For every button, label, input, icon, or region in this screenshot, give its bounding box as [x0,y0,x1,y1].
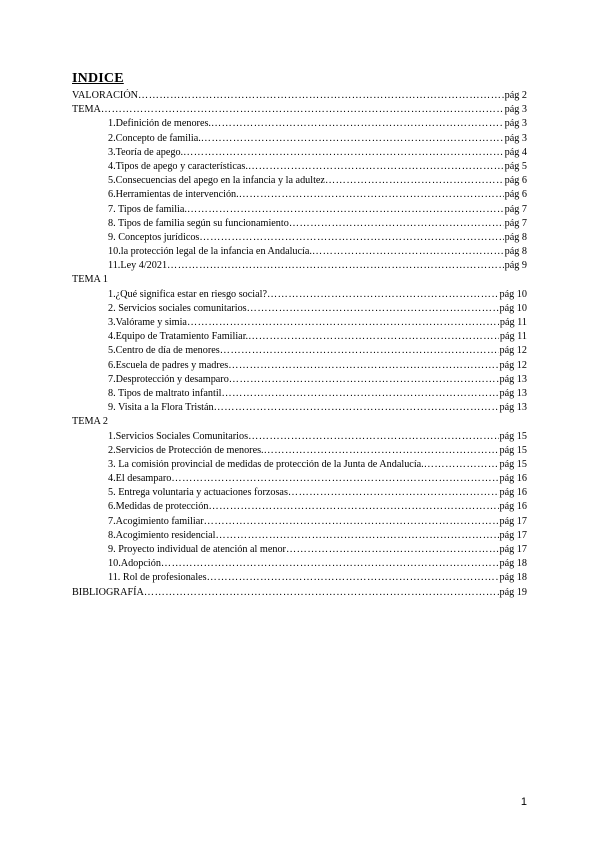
toc-entry-label: BIBLIOGRAFÍA [72,586,144,598]
toc-entry-label: 9. Visita a la Flora Tristán [108,402,214,414]
toc-entry-label: 5.Consecuencias del apego en la infancia y la adultez [108,175,325,187]
toc-entry-page: pág 12 [499,345,527,357]
toc-entry-label: 5.Centro de día de menores [108,345,220,357]
toc-leader-dots [204,515,499,529]
toc-entry-label: 11.Ley 4/2021 [108,260,168,272]
toc-section-entry [72,415,527,429]
toc-entry [72,373,527,387]
toc-entry-label: 1.Servicios Sociales Comunitarios [108,430,249,442]
toc-entry [72,288,527,302]
toc-entry-label: 4.El desamparo [108,473,172,485]
page-number: 1 [520,796,527,808]
toc-entry-page: pág 9 [504,260,527,272]
toc-entry-label: TEMA [72,104,101,116]
toc-entry-label: 6.Herramientas de intervención. [108,189,239,201]
toc-leader-dots [312,245,504,259]
toc-entry-label: 7. Tipos de familia. [108,203,187,215]
toc-section-entry [72,586,527,600]
toc-entry [72,330,527,344]
toc-leader-dots [229,373,499,387]
toc-entry [72,245,527,259]
toc-entry-page: pág 16 [499,473,527,485]
toc-entry-label: 4.Tipos de apego y características. [108,160,248,172]
toc-entry-page: pág 7 [504,203,527,215]
toc-leader-dots [208,500,498,514]
toc-entry-page: pág 19 [499,586,527,598]
toc-leader-dots [187,203,504,217]
toc-entry [72,146,527,160]
page-title: INDICE [72,71,124,86]
toc-entry-page: pág 4 [504,146,527,158]
toc-entry [72,160,527,174]
toc-entry-label: TEMA 1 [72,274,108,286]
toc-entry-page: pág 8 [504,231,527,243]
toc-entry-page: pág 6 [504,189,527,201]
toc-leader-dots [264,444,499,458]
toc-entry-page: pág 12 [499,359,527,371]
toc-entry [72,486,527,500]
toc-leader-dots [325,174,504,188]
toc-entry-label: 3.Valórame y simia [108,317,187,328]
toc-entry [72,387,527,401]
toc-entry [72,557,527,571]
toc-leader-dots [216,529,499,543]
toc-entry-label: VALORACIÓN [72,90,139,101]
toc-entry [72,359,527,373]
toc-entry-page: pág 11 [499,317,527,328]
toc-entry [72,259,527,273]
toc-entry-label: 2.Servicios de Protección de menores. [108,444,264,456]
toc-entry-label: 10.Adopción [108,558,161,570]
toc-entry-label: 8.Acogimiento residencial [108,529,216,541]
toc-leader-dots [220,344,499,358]
toc-leader-dots [144,586,499,600]
toc-entry-label: 1.Definición de menores. [108,118,211,130]
toc-section-entry [72,89,527,103]
toc-entry [72,571,527,585]
toc-entry-page: pág 3 [504,118,527,130]
toc-entry-page: pág 15 [499,444,527,456]
toc-entry-label: 6.Medidas de protección [108,501,209,513]
toc-entry-page: pág 17 [499,544,527,555]
toc-entry [72,543,527,557]
toc-entry-label: 11. Rol de profesionales [108,572,207,584]
toc-entry [72,344,527,358]
toc-entry-label: 5. Entrega voluntaria y actuaciones forzosas [108,487,288,499]
toc-entry-page: pág 17 [499,515,527,527]
toc-entry [72,174,527,188]
toc-leader-dots [183,146,504,160]
table-of-contents [72,89,527,600]
toc-leader-dots [248,160,504,174]
toc-leader-dots [211,117,504,131]
toc-entry-page: pág 13 [499,373,527,385]
toc-entry [72,132,527,146]
toc-entry-page: pág 3 [504,132,527,144]
toc-leader-dots [199,231,503,245]
toc-entry [72,302,527,316]
toc-entry-page: pág 2 [504,90,527,101]
toc-entry-label: 9. Conceptos jurídicos [108,231,200,243]
toc-leader-dots [101,103,504,117]
toc-entry [72,500,527,514]
toc-entry [72,188,527,202]
toc-leader-dots [286,543,499,557]
toc-entry-page: pág 8 [504,246,527,258]
toc-leader-dots [214,401,499,415]
toc-leader-dots [248,330,499,344]
toc-leader-dots [248,430,498,444]
toc-entry-page: pág 15 [499,430,527,442]
toc-entry [72,117,527,131]
toc-entry-page: pág 13 [499,387,527,399]
toc-entry-page: pág 13 [499,402,527,414]
toc-entry-page: pág 15 [499,458,527,470]
toc-entry-label: 2.Concepto de familia. [108,132,201,144]
toc-leader-dots [187,316,499,330]
toc-entry-page: pág 16 [499,501,527,513]
toc-leader-dots [201,132,504,146]
toc-entry-page: pág 10 [499,288,527,300]
toc-entry [72,472,527,486]
toc-entry-page: pág 7 [504,217,527,229]
toc-entry [72,529,527,543]
toc-leader-dots [239,188,504,202]
toc-entry-label: 6.Escuela de padres y madres [108,359,229,371]
toc-entry-page: pág 10 [499,302,527,314]
toc-leader-dots [221,387,498,401]
toc-entry-page: pág 6 [504,175,527,187]
toc-entry-page: pág 5 [504,160,527,172]
toc-entry-label: 9. Proyecto individual de atención al menor [108,544,286,555]
toc-leader-dots [289,217,504,231]
toc-entry [72,430,527,444]
toc-entry-label: TEMA 2 [72,416,108,428]
toc-entry [72,203,527,217]
toc-section-entry [72,273,527,287]
toc-entry-label: 7.Desprotección y desamparo [108,373,229,385]
toc-entry [72,401,527,415]
toc-leader-dots [228,359,498,373]
toc-entry [72,316,527,330]
toc-entry-page: pág 16 [499,487,527,499]
toc-entry-label: 1.¿Qué significa estar en riesgo social? [108,288,267,300]
toc-entry-page: pág 17 [499,529,527,541]
toc-leader-dots [247,302,499,316]
toc-entry [72,515,527,529]
toc-entry-label: 10.la protección legal de la infancia en Andalucía. [108,246,312,258]
toc-entry [72,217,527,231]
toc-entry [72,444,527,458]
toc-leader-dots [167,259,504,273]
toc-leader-dots [207,571,499,585]
toc-entry-page: pág 3 [504,104,527,116]
toc-entry-label: 8. Tipos de familia según su funcionamiento [108,217,289,229]
toc-entry-label: 3.Teoría de apego. [108,146,184,158]
toc-entry-page: pág 18 [499,572,527,584]
toc-entry-label: 3. La comisión provincial de medidas de protección de la Junta de Andalucía. [108,458,424,470]
toc-entry-label: 7.Acogimiento familiar [108,515,204,527]
toc-entry-page: pág 11 [499,331,527,343]
toc-entry-label: 2. Servicios sociales comunitarios [108,302,247,314]
toc-leader-dots [288,486,499,500]
toc-entry-page: pág 18 [499,558,527,570]
toc-entry [72,231,527,245]
toc-leader-dots [138,89,504,103]
toc-leader-dots [161,557,499,571]
toc-leader-dots [171,472,498,486]
toc-leader-dots [424,458,499,472]
toc-section-entry [72,103,527,117]
toc-entry-label: 8. Tipos de maltrato infantil [108,387,222,399]
toc-entry-label: 4.Equipo de Tratamiento Familiar. [108,331,249,343]
toc-leader-dots [267,288,499,302]
toc-entry [72,458,527,472]
